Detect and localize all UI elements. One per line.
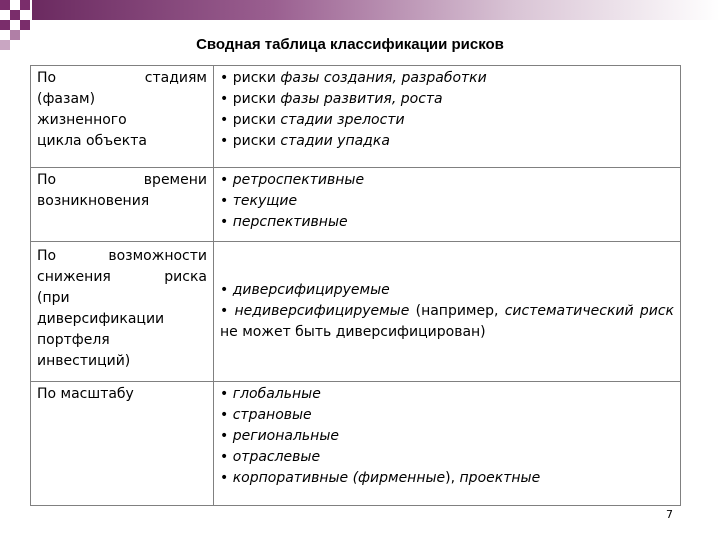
items-cell — [214, 242, 681, 382]
list-item: • корпоративные (фирменные), проектные — [220, 470, 541, 486]
items-cell — [214, 168, 681, 242]
items-cell — [214, 382, 681, 506]
category-line: портфеля — [37, 332, 110, 348]
list-item: • риски фазы создания, разработки — [220, 70, 487, 86]
table-row — [31, 66, 681, 168]
list-item: • текущие — [220, 193, 298, 209]
category-line: диверсификации — [37, 311, 165, 327]
list-item: • риски стадии упадка — [220, 133, 390, 149]
page-number: 7 — [666, 508, 673, 521]
table-row — [31, 382, 681, 506]
category-cell — [31, 168, 214, 242]
list-item: • отраслевые — [220, 449, 321, 465]
category-line: По стадиям — [37, 70, 207, 86]
deco-square — [20, 0, 30, 10]
deco-square — [0, 0, 10, 10]
category-line: (фазам) — [37, 91, 96, 107]
category-line: снижения риска — [37, 269, 207, 285]
list-item: • страновые — [220, 407, 312, 423]
category-line: (при — [37, 290, 70, 306]
deco-square — [10, 10, 20, 20]
items-cell — [214, 66, 681, 168]
category-line: инвестиций) — [37, 353, 131, 369]
deco-square — [0, 20, 10, 30]
category-line: цикла объекта — [37, 133, 147, 149]
risk-classification-table — [30, 65, 681, 506]
category-cell: По масштабу — [31, 382, 214, 506]
category-cell — [31, 66, 214, 168]
page-title: Сводная таблица классификации рисков — [196, 36, 504, 53]
category-line: По времени — [37, 172, 207, 188]
list-item: • глобальные — [220, 386, 321, 402]
list-item: • диверсифицируемые — [220, 281, 390, 298]
list-item: • ретроспективные — [220, 172, 365, 188]
header-gradient-bar — [32, 0, 720, 20]
category-line: возникновения — [37, 193, 150, 209]
deco-square — [20, 20, 30, 30]
list-item: • перспективные — [220, 214, 348, 230]
list-item: • риски фазы развития, роста — [220, 91, 443, 107]
list-item: • региональные — [220, 428, 339, 444]
category-line: По возможности — [37, 248, 207, 264]
table-row — [31, 242, 681, 382]
list-item: • недиверсифицируемые (например, систематический риск не может быть диверсифицирован) — [220, 302, 675, 340]
list-item: • риски стадии зрелости — [220, 112, 405, 128]
category-line: жизненного — [37, 112, 127, 128]
table-row — [31, 168, 681, 242]
category-cell — [31, 242, 214, 382]
